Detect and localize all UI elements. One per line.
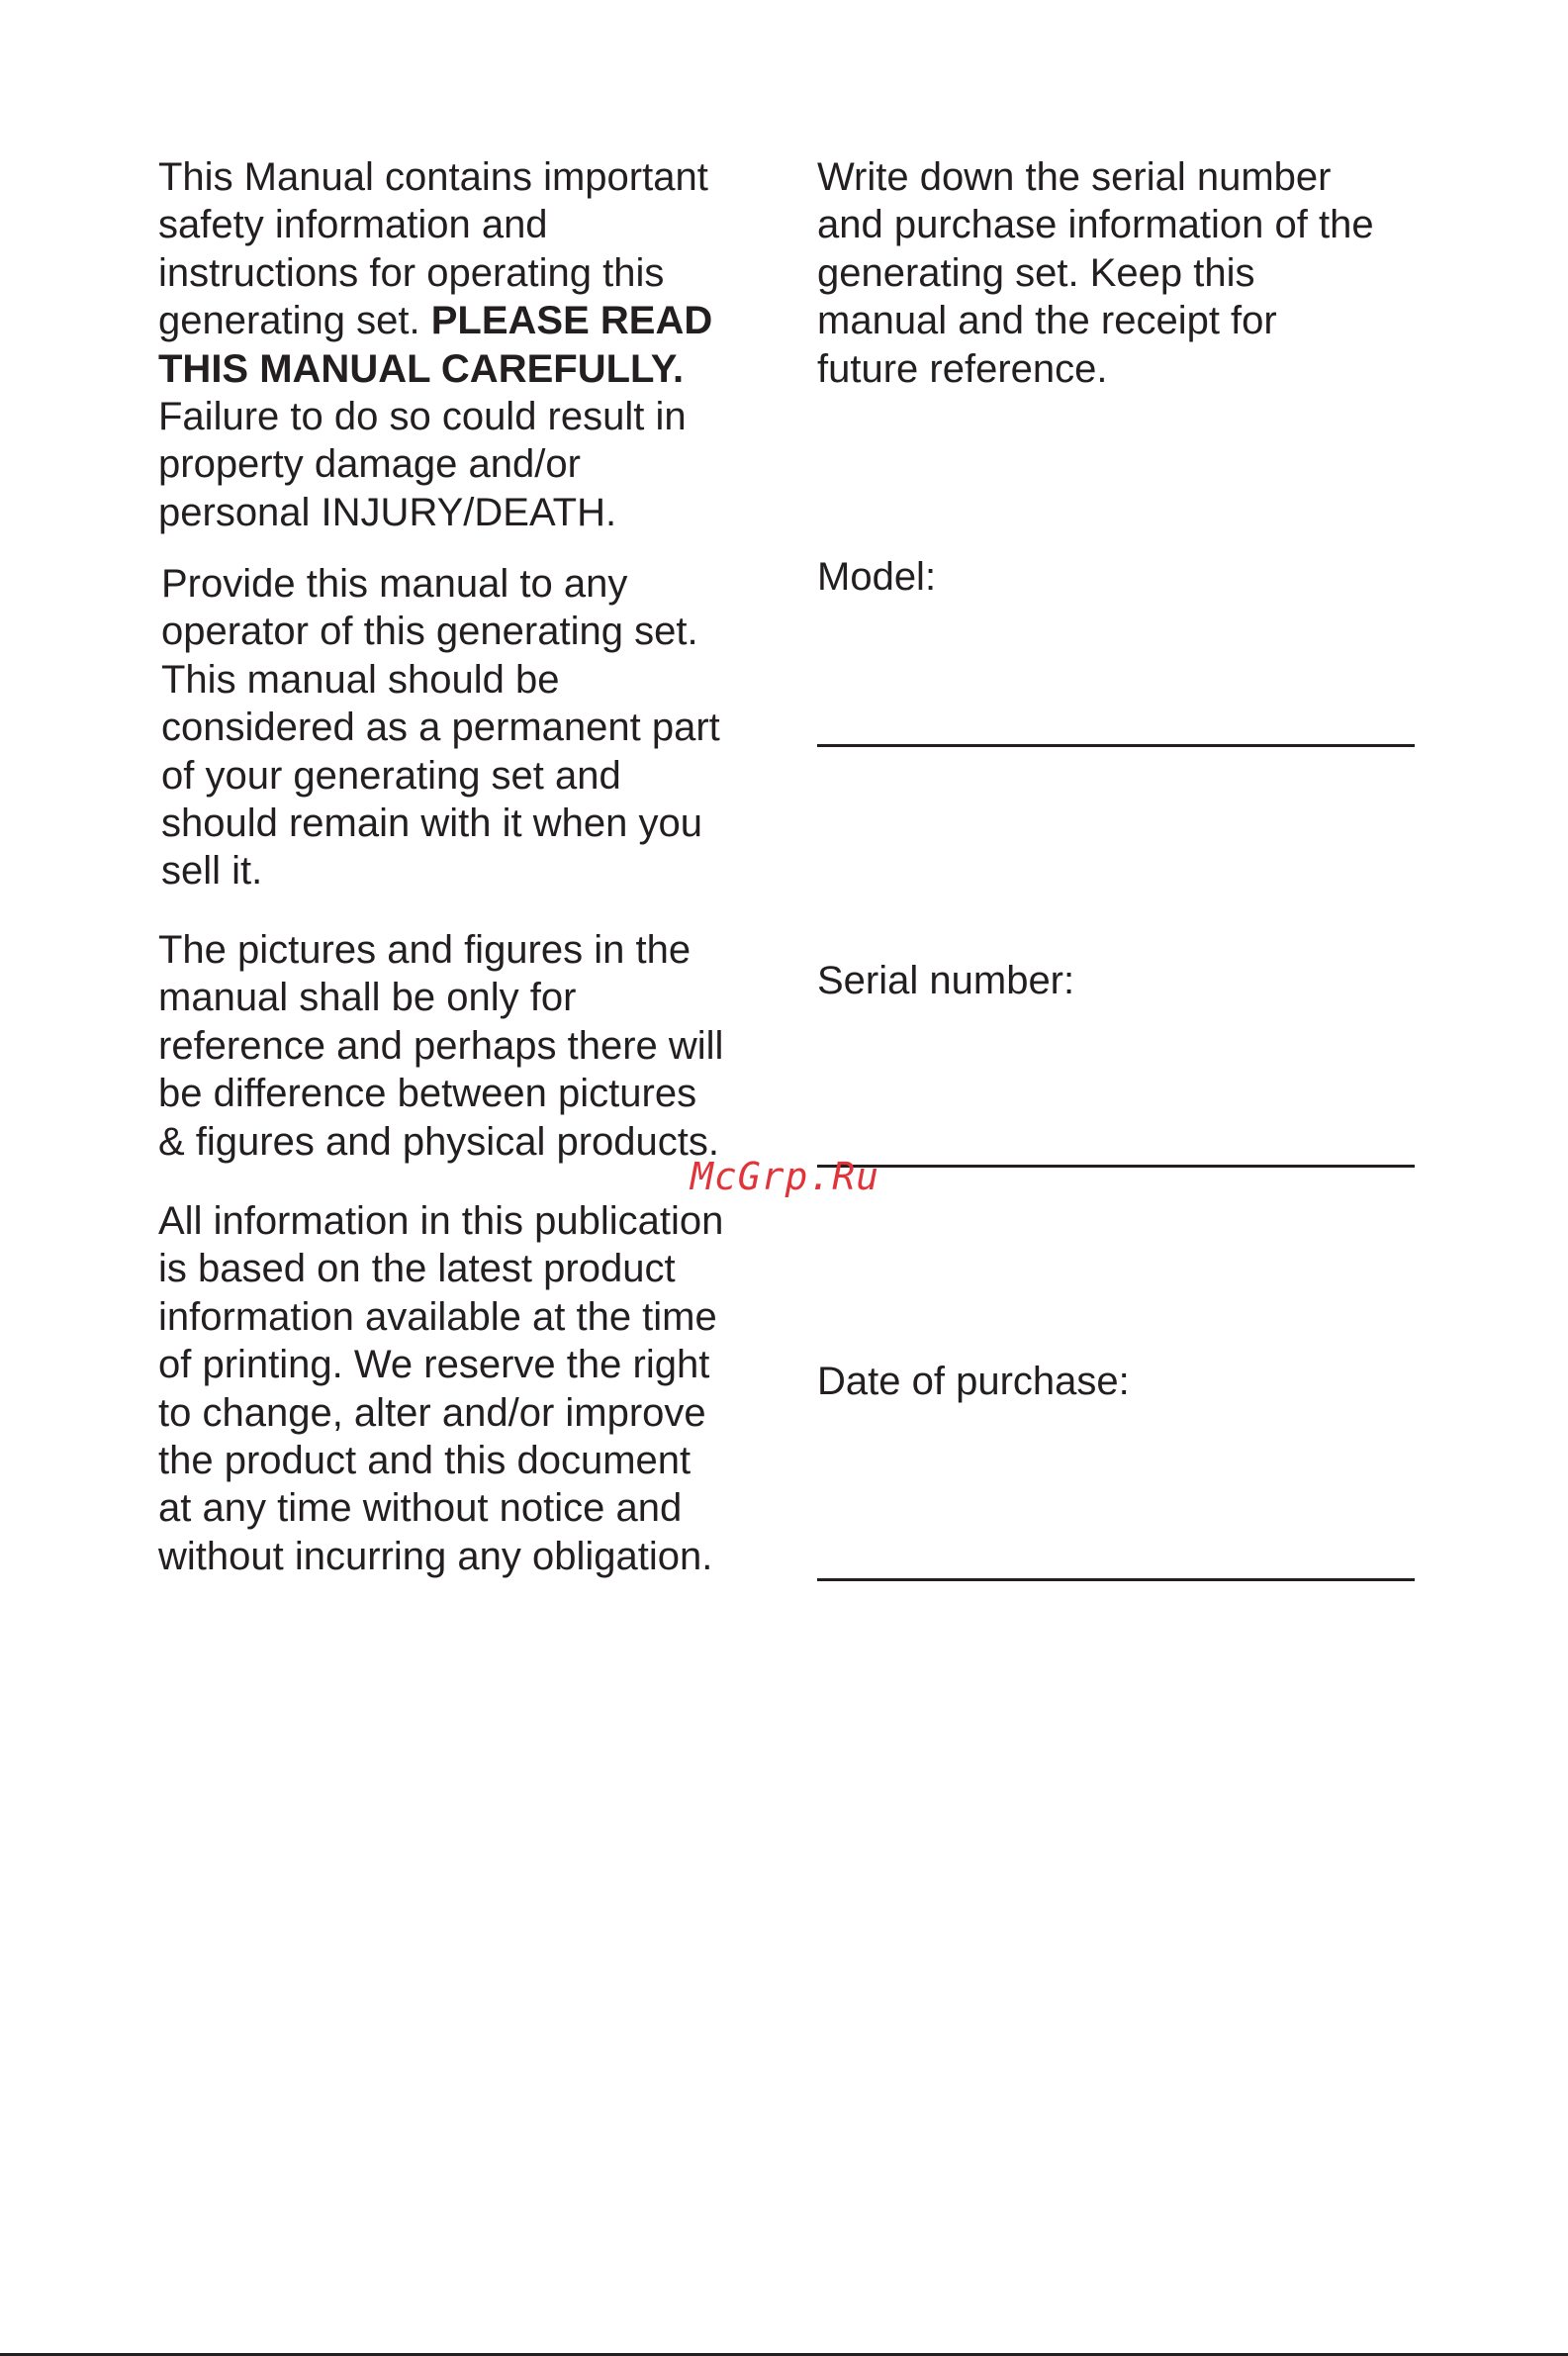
text-line: personal INJURY/DEATH. — [158, 490, 617, 534]
text-line: Write down the serial number — [817, 155, 1332, 199]
text-line — [158, 345, 712, 393]
text-line: & figures and physical products. — [158, 1119, 719, 1164]
model-fill-line — [817, 744, 1415, 747]
watermark: McGrp.Ru — [691, 1155, 880, 1198]
text-line: at any time without notice and — [158, 1486, 683, 1531]
serial-number-label: Serial number: — [817, 959, 1075, 1002]
text-line: considered as a permanent part — [161, 706, 720, 750]
date-of-purchase-label: Date of purchase: — [817, 1360, 1130, 1403]
text-line: the product and this document — [158, 1439, 692, 1483]
text-line: This manual should be — [161, 657, 560, 702]
text-line: to change, alter and/or improve — [158, 1390, 706, 1435]
text-line: safety information and — [158, 203, 548, 247]
bold-warning: PLEASE READ — [430, 299, 713, 343]
text-line: be difference between pictures — [158, 1072, 697, 1116]
serial-number-fill-line — [817, 1165, 1415, 1168]
text-line: and purchase information of the — [817, 203, 1374, 247]
text-line: All information in this publication — [158, 1199, 724, 1243]
safety-notice-paragraph — [158, 153, 712, 536]
text-line: of your generating set and — [161, 753, 621, 798]
publication-info-paragraph — [158, 1197, 723, 1580]
text-line: instructions for operating this — [158, 250, 665, 295]
text-line: information available at the time — [158, 1294, 717, 1339]
pictures-disclaimer-paragraph — [158, 926, 723, 1166]
text-line: should remain with it when you — [161, 801, 702, 846]
text-line: operator of this generating set. — [161, 610, 698, 654]
text-line: The pictures and figures in the — [158, 928, 692, 972]
date-of-purchase-fill-line — [817, 1578, 1415, 1581]
bold-warning: THIS MANUAL CAREFULLY. — [158, 346, 685, 391]
text-line: manual and the receipt for — [817, 299, 1277, 343]
text-line: reference and perhaps there will — [158, 1023, 724, 1068]
text-line: is based on the latest product — [158, 1247, 676, 1291]
text-line: manual shall be only for — [158, 976, 577, 1020]
text-line: future reference. — [817, 346, 1108, 391]
text-segment: generating set. — [158, 299, 431, 343]
text-line: of printing. We reserve the right — [158, 1343, 710, 1387]
model-label: Model: — [817, 555, 937, 599]
text-line: property damage and/or — [158, 442, 581, 487]
record-info-paragraph — [817, 153, 1374, 393]
text-line: Provide this manual to any — [161, 562, 628, 606]
text-line: generating set. Keep this — [817, 250, 1255, 295]
provide-manual-paragraph — [161, 560, 720, 895]
text-line: without incurring any obligation. — [158, 1534, 713, 1578]
text-line: sell it. — [161, 849, 263, 894]
text-line: Failure to do so could result in — [158, 395, 687, 439]
text-line: This Manual contains important — [158, 155, 708, 199]
text-line — [158, 297, 712, 344]
